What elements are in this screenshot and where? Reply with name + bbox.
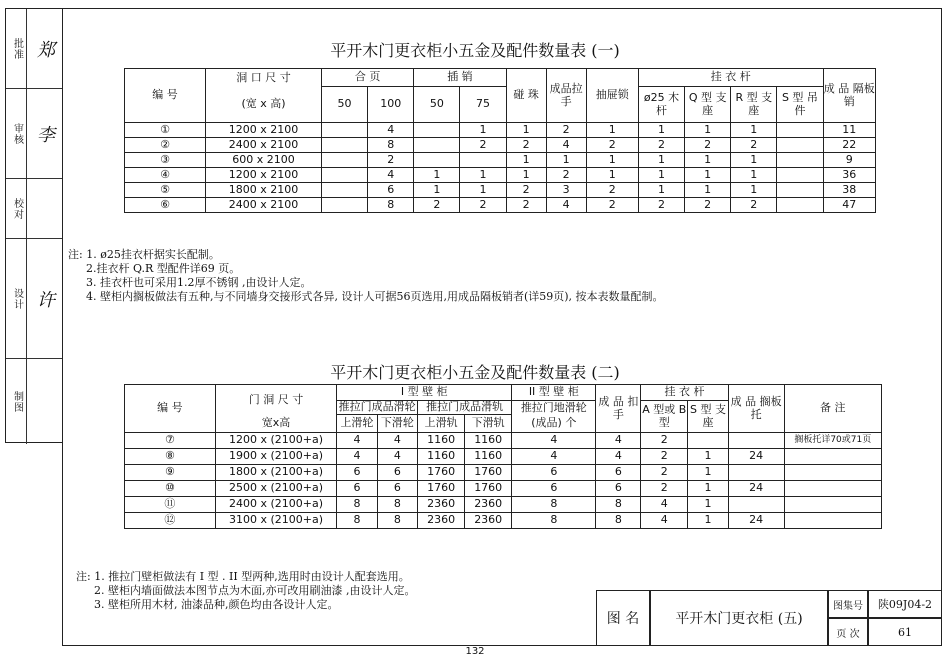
table-cell-r25: 1: [638, 123, 684, 138]
table-cell-catch: 2: [506, 198, 546, 213]
table-cell-h50: [321, 168, 367, 183]
table-row: [125, 449, 882, 465]
table-cell-b75: 1: [460, 168, 506, 183]
sidebar-label: 批准: [8, 9, 27, 88]
header-bolt: 插 销: [414, 69, 506, 87]
table-cell-r25: 2: [638, 198, 684, 213]
table1-title: 平开木门更衣柜小五金及配件数量表 (一): [330, 41, 620, 60]
header-rail-s: S 型 支 座: [688, 401, 728, 433]
table-cell-handle: 1: [546, 153, 586, 168]
table-cell-catch: 1: [506, 153, 546, 168]
table-cell-handle: 4: [546, 138, 586, 153]
header-shelf: 成 品 搁板托: [728, 385, 784, 433]
notes2: [76, 570, 415, 612]
table-cell-tu: 2360: [418, 497, 465, 513]
table-cell-wu: 8: [337, 497, 377, 513]
table-cell-size: 1200 x 2100: [206, 123, 322, 138]
table-cell-h100: 2: [368, 153, 414, 168]
table-cell-h50: [321, 183, 367, 198]
table-cell-wd: 8: [377, 513, 417, 529]
table-cell-no: ⑪: [125, 497, 216, 513]
table-cell-size: 2400 x 2100: [206, 138, 322, 153]
table-cell-rs: [777, 168, 823, 183]
table-cell-wu: 4: [337, 449, 377, 465]
header-no: 编 号: [125, 385, 216, 433]
header-rail-25: ø25 木杆: [638, 87, 684, 123]
title-block: [596, 590, 942, 646]
note-line: 注: 1. 推拉门壁柜做法有 I 型 . II 型两种,选用时由设计人配套选用。: [76, 570, 410, 583]
header-rail: 挂 衣 杆: [638, 69, 823, 87]
note-line: 4. 壁柜内搁板做法有五种,与不同墙身交接形式各异, 设计人可据56页选用,用成品隔板销者(详59页), 按本表数量配制。: [86, 290, 664, 303]
note-line: 2. 壁柜内墙面做法本图节点为木面,亦可改用刷油漆 ,由设计人定。: [94, 584, 416, 597]
table-cell-wd: 6: [377, 465, 417, 481]
header-hinge: 合 页: [321, 69, 413, 87]
table-cell-rm: [784, 513, 881, 529]
table-row: [125, 481, 882, 497]
table-cell-no: ⑩: [125, 481, 216, 497]
table-cell-b75: 1: [460, 123, 506, 138]
header-shelf-pin: 成 品 隔板销: [823, 69, 875, 123]
sidebar-row: [6, 239, 62, 359]
table-cell-r25: 2: [638, 138, 684, 153]
table-cell-bk: 4: [596, 433, 641, 449]
table-cell-s: 1: [688, 449, 728, 465]
table-cell-ab: 2: [641, 481, 688, 497]
table-cell-ab: 2: [641, 433, 688, 449]
table-cell-rm: [784, 497, 881, 513]
header-rail-ab: A 型或 B 型: [641, 401, 688, 433]
table-row: [125, 138, 876, 153]
table-cell-sh: [728, 465, 784, 481]
table-cell-no: ⑥: [125, 198, 206, 213]
header-no: 编 号: [125, 69, 206, 123]
table-cell-b75: [460, 153, 506, 168]
table-cell-rr: 1: [731, 168, 777, 183]
header-type2: II 型 壁 柜: [512, 385, 596, 401]
table-cell-size: 1800 x (2100+a): [215, 465, 336, 481]
table-cell-h100: 4: [368, 123, 414, 138]
table-cell-pin: 47: [823, 198, 875, 213]
table-cell-t2: 6: [512, 465, 596, 481]
table-cell-sh: 24: [728, 513, 784, 529]
table-cell-wu: 8: [337, 513, 377, 529]
sidebar-row: [6, 179, 62, 239]
table-cell-tu: 1160: [418, 433, 465, 449]
table-cell-b50: 1: [414, 168, 460, 183]
table-cell-r25: 1: [638, 183, 684, 198]
header-wheel: 推拉门成品滑轮: [338, 400, 416, 414]
table-cell-tu: 1760: [418, 465, 465, 481]
signature: 郑: [34, 39, 55, 58]
table-cell-pin: 22: [823, 138, 875, 153]
table-cell-bk: 6: [596, 481, 641, 497]
table-cell-td: 1760: [465, 465, 512, 481]
table-cell-pin: 38: [823, 183, 875, 198]
table-cell-b75: 2: [460, 198, 506, 213]
header-size: 洞 口 尺 寸: [206, 69, 322, 87]
signature: [28, 179, 60, 238]
header-size-sub: 宽x高: [215, 415, 336, 433]
sidebar-label: 校对: [8, 179, 27, 238]
table-cell-bk: 8: [596, 513, 641, 529]
table-cell-size: 2500 x (2100+a): [215, 481, 336, 497]
table-cell-tu: 2360: [418, 513, 465, 529]
table-cell-wd: 6: [377, 481, 417, 497]
header-rail-s: S 型 吊件: [777, 87, 823, 123]
table-row: [125, 183, 876, 198]
table-cell-pin: 9: [823, 153, 875, 168]
table2: [124, 384, 882, 529]
table-cell-size: 1800 x 2100: [206, 183, 322, 198]
table-cell-h100: 8: [368, 138, 414, 153]
table-cell-pin: 36: [823, 168, 875, 183]
table-cell-b50: 1: [414, 183, 460, 198]
table-cell-td: 1760: [465, 481, 512, 497]
table-cell-t2: 8: [512, 513, 596, 529]
header-hinge-50: 50: [321, 87, 367, 123]
table-cell-no: ①: [125, 123, 206, 138]
table-cell-wd: 8: [377, 497, 417, 513]
note-line: 3. 挂衣杆也可采用1.2厚不锈钢 ,由设计人定。: [86, 276, 312, 289]
note-line: 注: 1. ø25挂衣杆据实长配制。: [68, 248, 220, 261]
header-track: 推拉门成品滑轨: [418, 401, 512, 415]
table-cell-sh: 24: [728, 449, 784, 465]
header-type2-sub1: 推拉门地滑轮: [512, 401, 596, 415]
signature: 李: [34, 124, 55, 143]
table-cell-td: 2360: [465, 497, 512, 513]
table-cell-pin: 11: [823, 123, 875, 138]
table-cell-size: 600 x 2100: [206, 153, 322, 168]
table-cell-wd: 4: [377, 449, 417, 465]
table-cell-tu: 1160: [418, 449, 465, 465]
table-cell-rm: [784, 465, 881, 481]
table-cell-ab: 2: [641, 449, 688, 465]
table-cell-catch: 1: [506, 168, 546, 183]
header-hinge-100: 100: [368, 87, 414, 123]
table-cell-b50: [414, 123, 460, 138]
table-cell-size: 2400 x (2100+a): [215, 497, 336, 513]
table-cell-no: ⑫: [125, 513, 216, 529]
table2-body: [125, 433, 882, 529]
table-cell-b50: [414, 153, 460, 168]
table-cell-rs: [777, 123, 823, 138]
table-cell-s: [688, 433, 728, 449]
table-row: [125, 465, 882, 481]
drawing-name: 平开木门更衣柜 (五): [650, 590, 828, 646]
table-cell-sh: 24: [728, 481, 784, 497]
table-cell-size: 1200 x 2100: [206, 168, 322, 183]
table-cell-handle: 4: [546, 198, 586, 213]
table-cell-td: 1160: [465, 449, 512, 465]
header-rail: 挂 衣 杆: [641, 385, 729, 401]
table-cell-no: ③: [125, 153, 206, 168]
table-cell-t2: 6: [512, 481, 596, 497]
table-cell-h100: 8: [368, 198, 414, 213]
table-cell-lock: 1: [586, 153, 638, 168]
table-cell-sh: [728, 497, 784, 513]
table-cell-rq: 1: [685, 123, 731, 138]
table-cell-b50: [414, 138, 460, 153]
table-cell-b75: 1: [460, 183, 506, 198]
header-remark: 备 注: [784, 385, 881, 433]
table-cell-ab: 4: [641, 513, 688, 529]
header-type2-sub2: (成品) 个: [512, 415, 596, 433]
table-cell-h50: [321, 123, 367, 138]
table-cell-handle: 2: [546, 123, 586, 138]
table-cell-h50: [321, 198, 367, 213]
table-cell-wu: 4: [337, 433, 377, 449]
note-line: 2.挂衣杆 Q.R 型配件详69 页。: [86, 262, 241, 275]
header-size-sub: (宽 x 高): [206, 87, 322, 123]
table-cell-wu: 6: [337, 465, 377, 481]
table-cell-rr: 1: [731, 123, 777, 138]
table-row: [125, 153, 876, 168]
table-cell-no: ④: [125, 168, 206, 183]
table-cell-b75: 2: [460, 138, 506, 153]
header-rail-q: Q 型 支座: [685, 87, 731, 123]
table-cell-sh: [728, 433, 784, 449]
table-row: [125, 497, 882, 513]
header-wheel-up: 上滑轮: [337, 415, 377, 433]
table-cell-size: 3100 x (2100+a): [215, 513, 336, 529]
drawing-name-label: 图 名: [596, 590, 650, 646]
header-track-down: 下滑轨: [465, 415, 512, 433]
table-cell-rq: 1: [685, 153, 731, 168]
table-cell-bk: 4: [596, 449, 641, 465]
table-cell-h100: 6: [368, 183, 414, 198]
table-cell-h100: 4: [368, 168, 414, 183]
signature: 许: [34, 289, 55, 308]
table-cell-catch: 1: [506, 123, 546, 138]
table-cell-rs: [777, 138, 823, 153]
header-track-up: 上滑轨: [418, 415, 465, 433]
page-label: 页 次: [828, 618, 868, 646]
table-cell-bk: 6: [596, 465, 641, 481]
table-cell-rq: 2: [685, 138, 731, 153]
table-cell-rs: [777, 198, 823, 213]
table-cell-ab: 2: [641, 465, 688, 481]
table-cell-rr: 2: [731, 198, 777, 213]
table-cell-s: 1: [688, 497, 728, 513]
table-row: [125, 513, 882, 529]
header-size: 门 洞 尺 寸: [215, 385, 336, 415]
table-cell-rq: 1: [685, 168, 731, 183]
table-cell-td: 1160: [465, 433, 512, 449]
header-bolt-50: 50: [414, 87, 460, 123]
atlas-label: 图集号: [828, 590, 868, 618]
table-cell-handle: 2: [546, 168, 586, 183]
table-cell-size: 2400 x 2100: [206, 198, 322, 213]
table-cell-t2: 4: [512, 449, 596, 465]
table-cell-td: 2360: [465, 513, 512, 529]
header-buckle: 成 品 扣 手: [596, 385, 641, 433]
atlas-number: 陕09J04-2: [868, 590, 942, 618]
table-row: [125, 198, 876, 213]
header-bolt-75: 75: [460, 87, 506, 123]
table-cell-no: ⑧: [125, 449, 216, 465]
sidebar-label: 审核: [8, 89, 27, 178]
table-cell-lock: 1: [586, 168, 638, 183]
table-cell-s: 1: [688, 465, 728, 481]
table1: [124, 68, 876, 213]
table-cell-rr: 2: [731, 138, 777, 153]
table-cell-t2: 4: [512, 433, 596, 449]
header-catch: 碰 珠: [506, 69, 546, 123]
table-cell-b50: 2: [414, 198, 460, 213]
table-cell-rq: 1: [685, 183, 731, 198]
table-cell-rq: 2: [685, 198, 731, 213]
table-cell-size: 1900 x (2100+a): [215, 449, 336, 465]
table-cell-rr: 1: [731, 153, 777, 168]
page-number-cell: 61: [868, 618, 942, 646]
table2-title: 平开木门更衣柜小五金及配件数量表 (二): [330, 363, 620, 382]
table-cell-s: 1: [688, 513, 728, 529]
notes1: [68, 248, 664, 304]
table1-body: [125, 123, 876, 213]
table-cell-r25: 1: [638, 153, 684, 168]
table-cell-rs: [777, 183, 823, 198]
table-cell-no: ⑦: [125, 433, 216, 449]
table-cell-lock: 2: [586, 138, 638, 153]
sidebar-label: 设计: [8, 239, 27, 358]
sidebar-row: [6, 89, 62, 179]
table-cell-lock: 2: [586, 198, 638, 213]
header-handle: 成品拉手: [546, 69, 586, 123]
table-cell-wu: 6: [337, 481, 377, 497]
table-cell-rr: 1: [731, 183, 777, 198]
table-cell-size: 1200 x (2100+a): [215, 433, 336, 449]
table-cell-ab: 4: [641, 497, 688, 513]
table-cell-catch: 2: [506, 183, 546, 198]
note-line: 3. 壁柜所用木材, 油漆品种,颜色均由各设计人定。: [94, 598, 339, 611]
table-cell-handle: 3: [546, 183, 586, 198]
table-cell-rm: 搁板托详70或71页: [784, 433, 881, 449]
table-cell-no: ⑤: [125, 183, 206, 198]
sidebar-label: 制图: [8, 359, 27, 444]
header-rail-r: R 型 支座: [731, 87, 777, 123]
table-cell-no: ⑨: [125, 465, 216, 481]
table-cell-rm: [784, 449, 881, 465]
header-drawer-lock: 抽屉锁: [586, 69, 638, 123]
table-cell-bk: 8: [596, 497, 641, 513]
table-cell-lock: 1: [586, 123, 638, 138]
table-cell-t2: 8: [512, 497, 596, 513]
header-type1: I 型 壁 柜: [337, 385, 512, 401]
table-cell-wd: 4: [377, 433, 417, 449]
table-row: [125, 433, 882, 449]
page-number: 132: [465, 646, 485, 657]
table-cell-no: ②: [125, 138, 206, 153]
header-wheel-down: 下滑轮: [377, 415, 417, 433]
table-row: [125, 168, 876, 183]
table-cell-s: 1: [688, 481, 728, 497]
table-cell-h50: [321, 153, 367, 168]
table-row: [125, 123, 876, 138]
table-cell-lock: 2: [586, 183, 638, 198]
table-cell-r25: 1: [638, 168, 684, 183]
table-cell-rs: [777, 153, 823, 168]
table-cell-catch: 2: [506, 138, 546, 153]
table-cell-tu: 1760: [418, 481, 465, 497]
table-cell-rm: [784, 481, 881, 497]
table-cell-h50: [321, 138, 367, 153]
